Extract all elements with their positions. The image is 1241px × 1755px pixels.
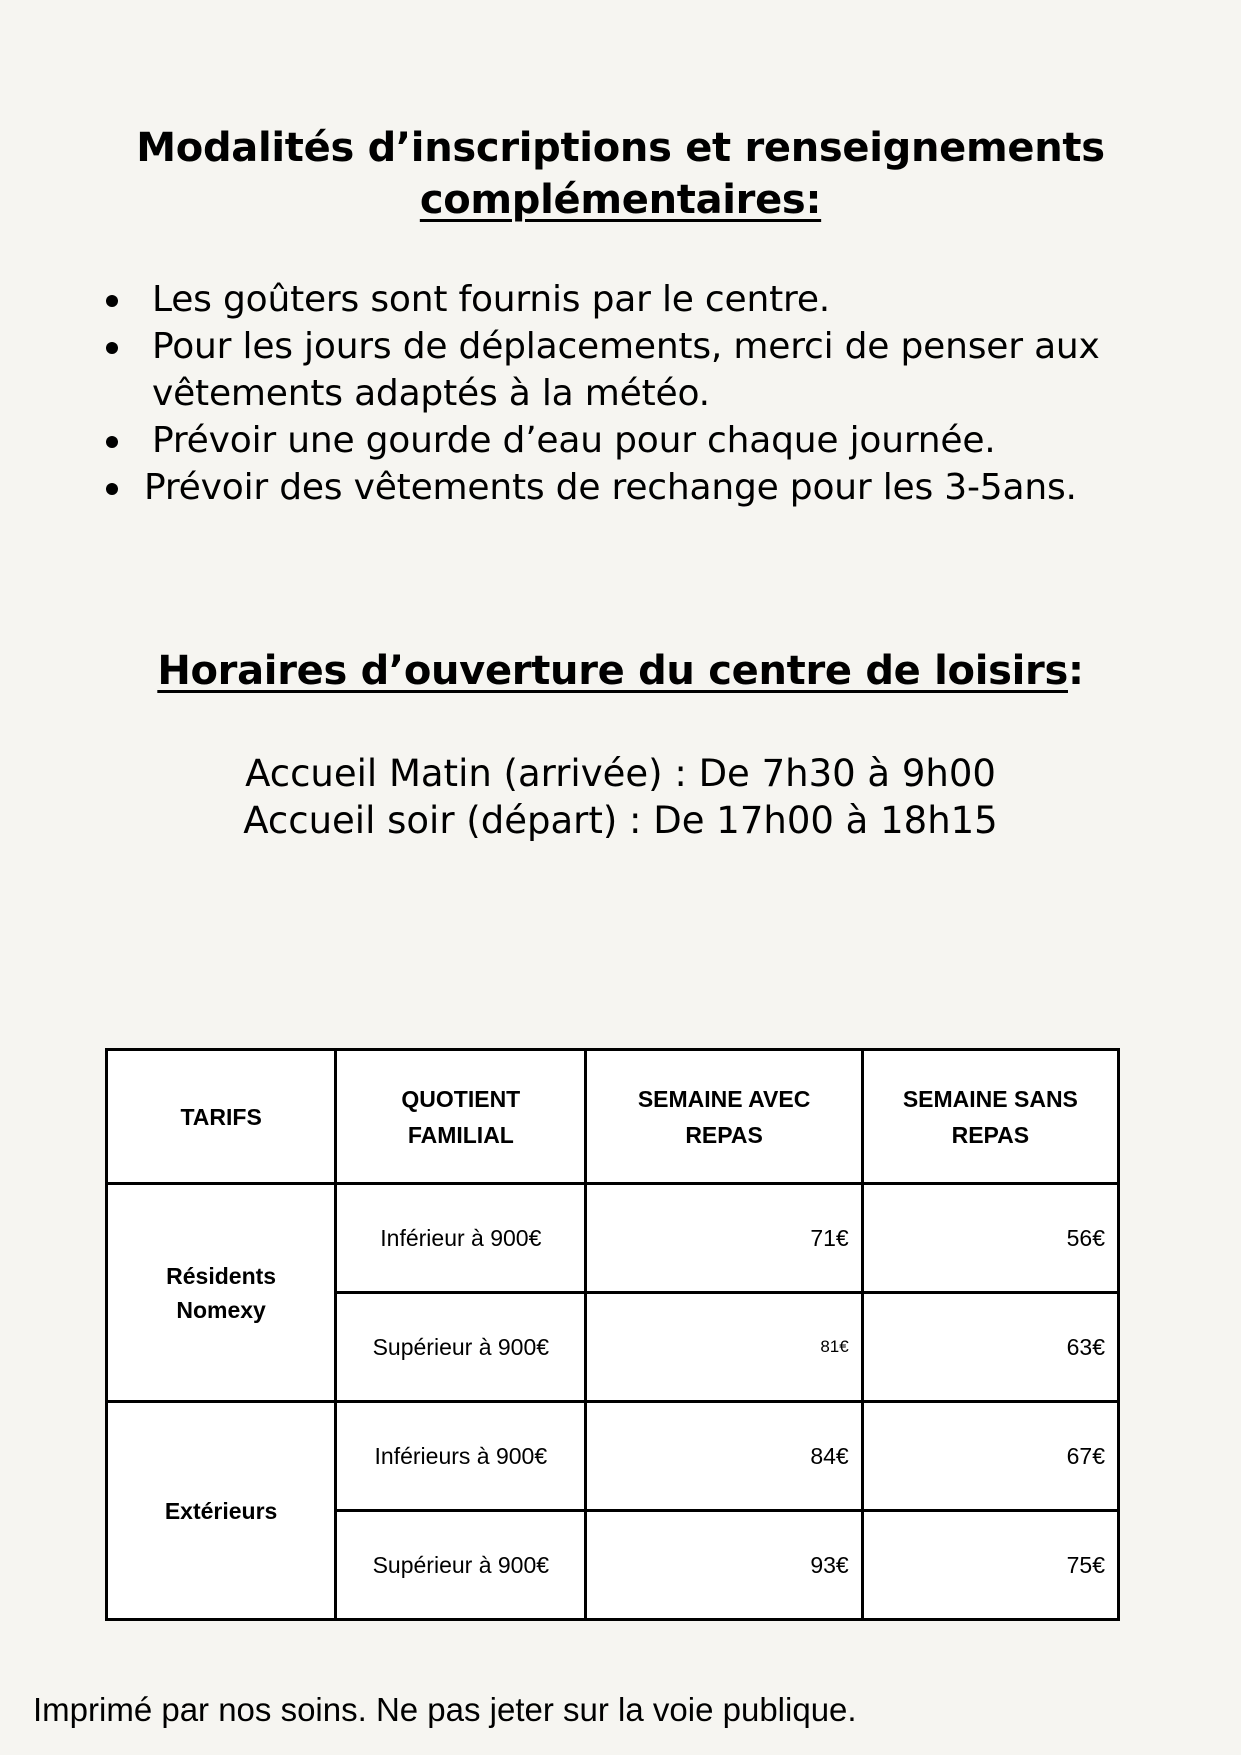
morning-hours: Accueil Matin (arrivée) : De 7h30 à 9h00 — [245, 752, 996, 795]
hours-heading-colon: : — [1067, 648, 1084, 694]
price-with-meal: 71€ — [586, 1184, 862, 1293]
price-with-meal: 93€ — [586, 1511, 862, 1620]
table-row — [107, 1402, 1119, 1511]
hours-heading — [0, 645, 1241, 697]
footer-notice: Imprimé par nos soins. Ne pas jeter sur la voie publique. — [33, 1691, 857, 1728]
price-with-meal: 81€ — [586, 1293, 862, 1402]
category-cell: Extérieurs — [107, 1402, 336, 1620]
hours-heading-text: Horaires d’ouverture du centre de loisirs — [157, 648, 1068, 694]
bullet-icon — [106, 483, 118, 495]
price-without-meal: 67€ — [862, 1402, 1118, 1511]
evening-hours: Accueil soir (départ) : De 17h00 à 18h15 — [243, 799, 998, 842]
quotient-cell: Inférieurs à 900€ — [336, 1402, 586, 1511]
page-title-line2: complémentaires: — [419, 177, 822, 223]
quotient-cell: Supérieur à 900€ — [336, 1511, 586, 1620]
list-item — [100, 417, 1132, 464]
price-without-meal: 75€ — [862, 1511, 1118, 1620]
list-item-text: Pour les jours de déplacements, merci de penser aux vêtements adaptés à la météo. — [152, 326, 1100, 414]
header-quotient: QUOTIENT FAMILIAL — [336, 1050, 586, 1184]
list-item-text: Les goûters sont fournis par le centre. — [152, 279, 831, 320]
bullet-icon — [106, 342, 118, 354]
list-item — [100, 464, 1132, 511]
table-row — [107, 1184, 1119, 1293]
category-cell: Résidents Nomexy — [107, 1184, 336, 1402]
price-with-meal: 84€ — [586, 1402, 862, 1511]
header-tarifs: TARIFS — [107, 1050, 336, 1184]
bullet-icon — [106, 295, 118, 307]
page-title-line1: Modalités d’inscriptions et renseignements — [136, 125, 1105, 171]
price-without-meal: 63€ — [862, 1293, 1118, 1402]
list-item-text: Prévoir une gourde d’eau pour chaque journée. — [152, 420, 996, 461]
list-item — [100, 323, 1132, 417]
quotient-cell: Inférieur à 900€ — [336, 1184, 586, 1293]
page-title — [0, 122, 1241, 226]
pricing-table — [105, 1048, 1120, 1621]
bullet-icon — [106, 436, 118, 448]
quotient-cell: Supérieur à 900€ — [336, 1293, 586, 1402]
info-bullet-list — [100, 276, 1132, 511]
header-with-meal: SEMAINE AVEC REPAS — [586, 1050, 862, 1184]
price-without-meal: 56€ — [862, 1184, 1118, 1293]
table-header-row — [107, 1050, 1119, 1184]
list-item-text: Prévoir des vêtements de rechange pour les 3-5ans. — [144, 467, 1077, 508]
list-item — [100, 276, 1132, 323]
header-without-meal: SEMAINE SANS REPAS — [862, 1050, 1118, 1184]
opening-hours — [0, 750, 1241, 844]
